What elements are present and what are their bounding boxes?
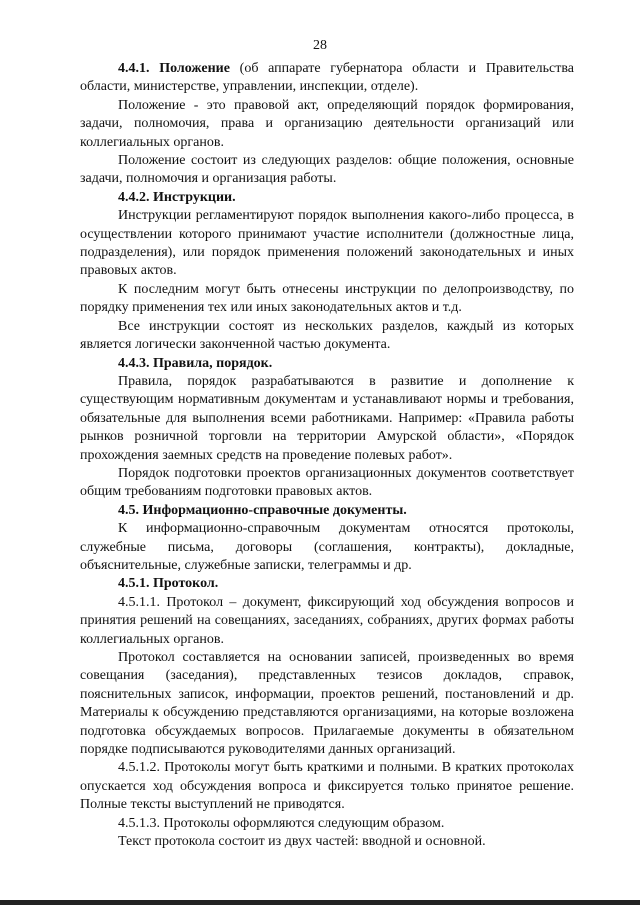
paragraph-rules-definition: Правила, порядок разрабатываются в развитие и дополнение к существующим нормативным документам и устанавливают нормы и требования, обязательные для выполнения всеми работниками. Например: «Правила работы рынков розничной торговли на территории Амурской области», «Порядок прохождения заемных средств на проведение полевых работ». [80, 373, 574, 463]
section-heading-4-4-2: 4.4.2. Инструкции. [118, 189, 236, 205]
paragraph-protocol-basis: Протокол составляется на основании записей, произведенных во время совещания (заседания), представленных тезисов докладов, справок, пояснительных записок, информации, проектов решений, постановлений и др. Материалы к обсуждению представляются организациями, на которые возложена подготовка обсуждаемых вопросов. Прилагаемые документы в обязательном порядке подписываются руководителями данных организаций. [80, 650, 574, 758]
scan-bottom-edge [0, 900, 640, 905]
paragraph-protocol-definition: 4.5.1.1. Протокол – документ, фиксирующий ход обсуждения вопросов и принятия решений на совещаниях, заседаниях, собраниях, других формах работы коллегиальных органов. [80, 594, 574, 647]
paragraph-instructions-examples: К последним могут быть отнесены инструкции по делопроизводству, по порядку применения тех или иных законодательных актов и т.д. [80, 281, 574, 316]
page-number: 28 [313, 38, 327, 53]
document-body [80, 60, 574, 851]
paragraph-instructions-sections: Все инструкции состоят из нескольких разделов, каждый из которых является логически законченной частью документа. [80, 318, 574, 353]
paragraph-protocol-types: 4.5.1.2. Протоколы могут быть краткими и полными. В кратких протоколах опускается ход обсуждения вопроса и фиксируется только принятое решение. Полные тексты выступлений не приводятся. [80, 760, 574, 813]
paragraph-polozhenie-sections: Положение состоит из следующих разделов: общие положения, основные задачи, полномочия и организация работы. [80, 153, 574, 187]
paragraph-rules-preparation: Порядок подготовки проектов организационных документов соответствует общим требованиям подготовки правовых актов. [80, 465, 574, 500]
paragraph-protocol-format: 4.5.1.3. Протоколы оформляются следующим образом. [118, 815, 445, 831]
paragraph-polozhenie-definition: Положение - это правовой акт, определяющий порядок формирования, задачи, полномочия, права и организацию деятельности организаций или коллегиальных органов. [80, 97, 574, 150]
section-heading-4-5-1: 4.5.1. Протокол. [118, 576, 219, 592]
section-heading-4-4-3: 4.4.3. Правила, порядок. [118, 355, 273, 371]
section-heading-4-4-1: 4.4.1. Положение [118, 61, 230, 76]
paragraph-text: (об аппарате губернатора области и Правительства области, министерстве, управлении, инспекции, отделе). [80, 61, 574, 95]
paragraph-instructions-definition: Инструкции регламентируют порядок выполнения какого-либо процесса, в осуществлении которого принимают участие исполнители (должностные лица, подразделения), или порядок применения положений законодательных и иных правовых актов. [80, 208, 574, 279]
section-heading-4-5: 4.5. Информационно-справочные документы. [118, 502, 407, 518]
paragraph-protocol-parts: Текст протокола состоит из двух частей: вводной и основной. [118, 834, 486, 850]
paragraph-reference-docs: К информационно-справочным документам относятся протоколы, служебные письма, договоры (соглашения, контракты), докладные, объяснительные, служебные записки, телеграммы и др. [80, 521, 574, 573]
paragraph-polozhenie-intro [80, 60, 574, 97]
